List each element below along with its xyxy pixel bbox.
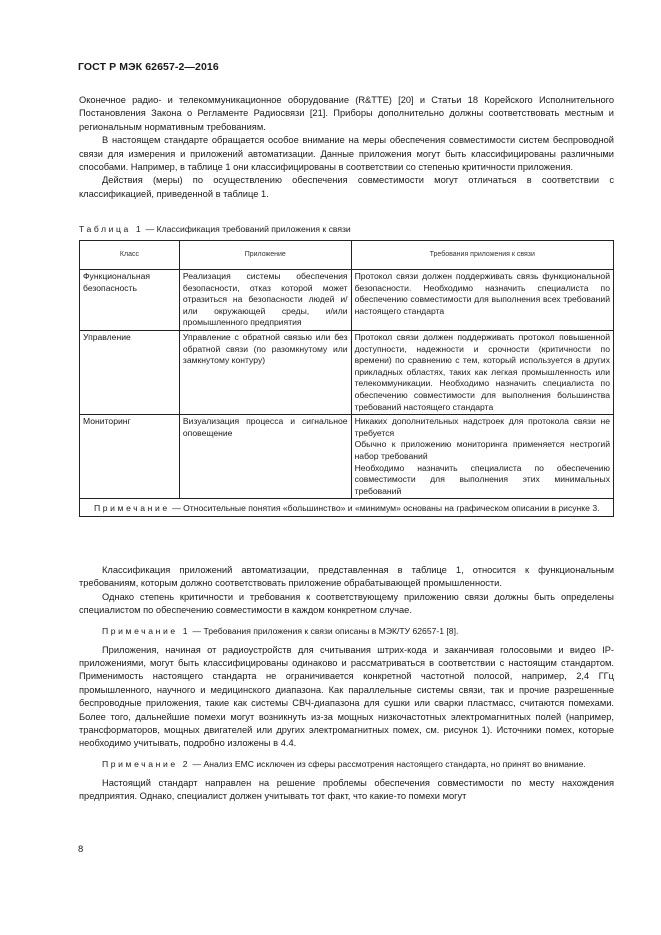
standard-header: ГОСТ Р МЭК 62657-2—2016 [78,61,219,73]
requirement-line: Никаких дополнительных надстроек для протокола связи не требуется [354,416,610,438]
intro-section [79,94,614,201]
requirement-line: Протокол связи должен поддерживать связь функциональной безопасности. Необходимо назначить специалиста по обеспечению совместимости для выполнения всех требований настоящего стандарта [354,271,610,316]
table-caption-label: Таблица 1 [79,224,144,234]
table-note-row [80,499,614,517]
paragraph: Действия (меры) по осуществлению обеспечения совместимости могут отличаться в соответствии с классификацией, приведенной в таблице 1. [79,175,614,199]
table-note [80,499,614,517]
paragraph: Классификация приложений автоматизации, представленная в таблице 1, относится к функциональным требованиям, которым должно соответствовать приложение обрабатывающей промышленности. [79,565,614,589]
note-label: Примечание 2 [102,758,191,769]
column-header: Класс [80,241,180,270]
note-1 [79,625,614,637]
classification-table [79,240,614,517]
requirement-line: Обычно к приложению мониторинга применяется нестрогий набор требований [354,439,610,461]
application-cell: Управление с обратной связью или без обратной связи (по разомкнутому или замкнутому контуру) [179,330,351,414]
note-text: — Требования приложения к связи описаны в МЭК/ТУ 62657-1 [8]. [190,625,459,636]
note-label: Примечание [94,503,170,514]
note-text: — Анализ EMC исключен из сферы рассмотрения настоящего стандарта, но принят во внимание. [190,758,586,769]
class-cell: Функциональная безопасность [80,270,180,331]
note-text: — Относительные понятия «большинство» и «минимум» основаны на графическом описании в рисунке 3. [169,503,600,514]
note-label: Примечание 1 [102,625,191,636]
paragraph: Однако степень критичности и требования к соответствующему приложению связи должны быть определены специалистом по обеспечению совместимости в каждом конкретном случае. [79,591,614,616]
column-header: Требования приложения к связи [351,241,613,270]
paragraph: Приложения, начиная от радиоустройств для считывания штрих-кода и заканчивая голосовыми и видео IP-приложениями, могут быть классифицированы одинаково и рассматриваться в соответствии с настоящим стандартом. Применимость настоящего стандарта не ограничивается конкретной частотной полосой, например, 2,4 ГГц промышленного, научного и медицинского диапазона. Как параллельные системы связи, так и прочие разрешенные беспроводные приложения, такие как системы СВЧ-диапазона для сушки или сварки пластмасс, считаются помехами. Более того, дальнейшие помехи могут возникнуть из-за мощных низкочастотных электромагнитных полей (например, трансформаторов, мощных двигателей или других электромагнитных помех, см. рисунок 1). Источники помех, которые необходимо учитывать, подробно изложены в 4.4. [79,644,614,749]
requirements-cell [351,270,613,331]
application-cell: Визуализация процесса и сигнальное оповещение [179,415,351,499]
paragraph: В настоящем стандарте обращается особое внимание на меры обеспечения совместимости систем беспроводной связи для измерения и приложений автоматизации. Данные приложения могут быть классифицированы различными способами. Например, в таблице 1 они классифицированы в соответствии со степенью критичности приложения. [79,135,614,173]
requirements-cell [351,415,613,499]
note-2 [79,758,614,770]
table-row [80,415,614,499]
main-section [79,564,614,804]
paragraph: Настоящий стандарт направлен на решение проблемы обеспечения совместимости по месту нахождения предприятия. Однако, специалист должен учитывать тот факт, что какие-то помехи могут [79,777,614,802]
paragraph: Оконечное радио- и телекоммуникационное оборудование (R&TTE) [20] и Статьи 18 Корейского Исполнительного Постановления Закона о Регламенте Радиосвязи [21]. Приборы дополнительно должны соответствовать местным и региональным нормативным требованиям. [79,95,614,132]
table-header-row [80,241,614,270]
class-cell: Управление [80,330,180,414]
table-row [80,270,614,331]
requirement-line: Необходимо назначить специалиста по обеспечению совместимости для выполнения этих минимальных требований [354,462,610,496]
table-row [80,330,614,414]
page-number: 8 [78,844,84,855]
application-cell: Реализация системы обеспечения безопасности, отказ которой может отразиться на безопасности людей и/или окружающей среды, и/или промышленного предприятия [179,270,351,331]
column-header: Приложение [179,241,351,270]
requirements-cell [351,330,613,414]
requirement-line: Протокол связи должен поддерживать протокол повышенной доступности, надежности и срочности (критичности по времени) по сравнению с тем, который используется в других прикладных областях, таких как легкая промышленность или телекоммуникации. Необходимо назначить специалиста по обеспечению совместимости для выполнения большинства требований настоящего стандарта [354,331,610,412]
table-caption-text: — Классификация требований приложения к связи [143,224,351,234]
table-caption [79,223,351,235]
class-cell: Мониторинг [80,415,180,499]
